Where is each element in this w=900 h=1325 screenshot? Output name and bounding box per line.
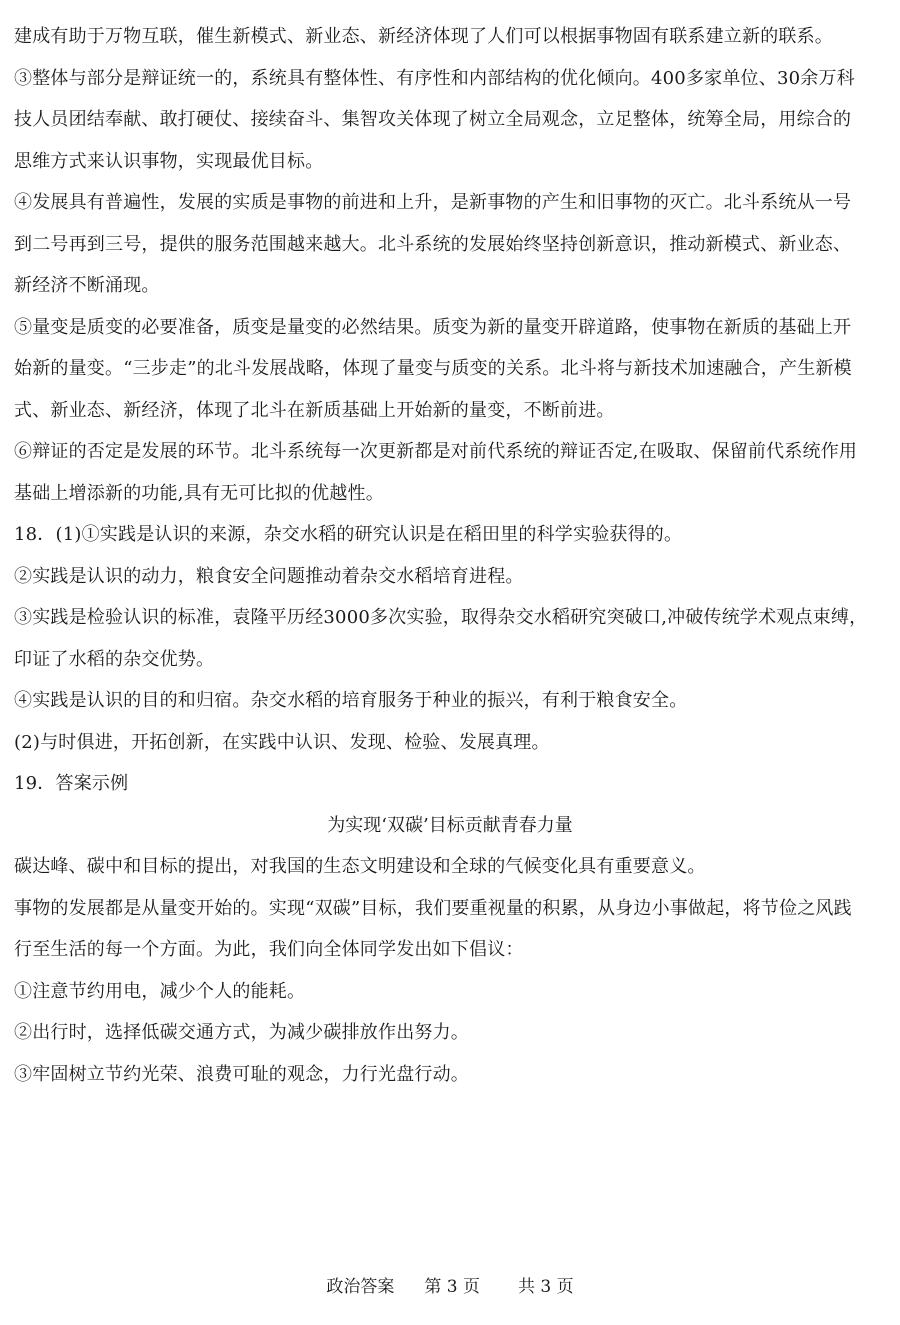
essay-line: 事物的发展都是从量变开始的。实现“双碳”目标，我们要重视量的积累，从身边小事做起，将节俭之风践	[14, 897, 852, 919]
essay-line: 行至生活的每一个方面。为此，我们向全体同学发出如下倡议：	[14, 939, 524, 960]
page-footer	[0, 1272, 900, 1297]
answer-body	[14, 16, 886, 1095]
text-line: ⑥辩证的否定是发展的环节。北斗系统每一次更新都是对前代系统的辩证否定,在吸取、保留前代系统作用	[14, 441, 858, 462]
text-line: (2)与时俱进，开拓创新，在实践中认识、发现、检验、发展真理。	[14, 731, 550, 753]
text-line: 到二号再到三号，提供的服务范围越来越大。北斗系统的发展始终坚持创新意识，推动新模式、新业态、	[14, 233, 852, 255]
essay-title: 为实现‘双碳’目标贡献青春力量	[327, 814, 573, 836]
essay-line: ②出行时，选择低碳交通方式，为减少碳排放作出努力。	[14, 1022, 469, 1043]
text-line: 18．(1)①实践是认识的来源，杂交水稻的研究认识是在稻田里的科学实验获得的。	[14, 524, 683, 545]
essay-line: 碳达峰、碳中和目标的提出，对我国的生态文明建设和全球的气候变化具有重要意义。	[14, 856, 706, 877]
text-line: ③实践是检验认识的标准，袁隆平历经3000多次实验，取得杂交水稻研究突破口,冲破传统学术观点束缚，	[14, 607, 868, 628]
text-line: 始新的量变。“三步走”的北斗发展战略，体现了量变与质变的关系。北斗将与新技术加速融合，产生新模	[14, 358, 852, 379]
text-line: 思维方式来认识事物，实现最优目标。	[14, 150, 324, 172]
text-line: ④实践是认识的目的和归宿。杂交水稻的培育服务于种业的振兴，有利于粮食安全。	[14, 690, 688, 711]
text-line: 技人员团结奉献、敢打硬仗、接续奋斗、集智攻关体现了树立全局观念，立足整体，统筹全局，用综合的	[14, 109, 852, 130]
text-line: ④发展具有普遍性，发展的实质是事物的前进和上升，是新事物的产生和旧事物的灭亡。北斗系统从一号	[14, 192, 852, 213]
essay-line: ①注意节约用电，减少个人的能耗。	[14, 980, 306, 1002]
footer-subject: 政治答案	[326, 1277, 395, 1297]
footer-page-total: 共 3 页	[518, 1277, 574, 1297]
footer-page-number: 第 3 页	[424, 1277, 480, 1297]
text-line: 基础上增添新的功能,具有无可比拟的优越性。	[14, 482, 384, 504]
text-line: 印证了水稻的杂交优势。	[14, 648, 215, 670]
essay-line: ③牢固树立节约光荣、浪费可耻的观念，力行光盘行动。	[14, 1063, 469, 1085]
text-line: ②实践是认识的动力，粮食安全问题推动着杂交水稻培育进程。	[14, 565, 524, 587]
text-line: 19．答案示例	[14, 773, 129, 794]
text-line: 建成有助于万物互联，催生新模式、新业态、新经济体现了人们可以根据事物固有联系建立新的联系。	[14, 26, 833, 47]
text-line: ③整体与部分是辩证统一的，系统具有整体性、有序性和内部结构的优化倾向。400多家单位、30余万科	[14, 67, 855, 89]
text-line: ⑤量变是质变的必要准备，质变是量变的必然结果。质变为新的量变开辟道路，使事物在新质的基础上开	[14, 316, 852, 338]
text-line: 新经济不断涌现。	[14, 275, 160, 296]
text-line: 式、新业态、新经济，体现了北斗在新质基础上开始新的量变，不断前进。	[14, 399, 615, 421]
